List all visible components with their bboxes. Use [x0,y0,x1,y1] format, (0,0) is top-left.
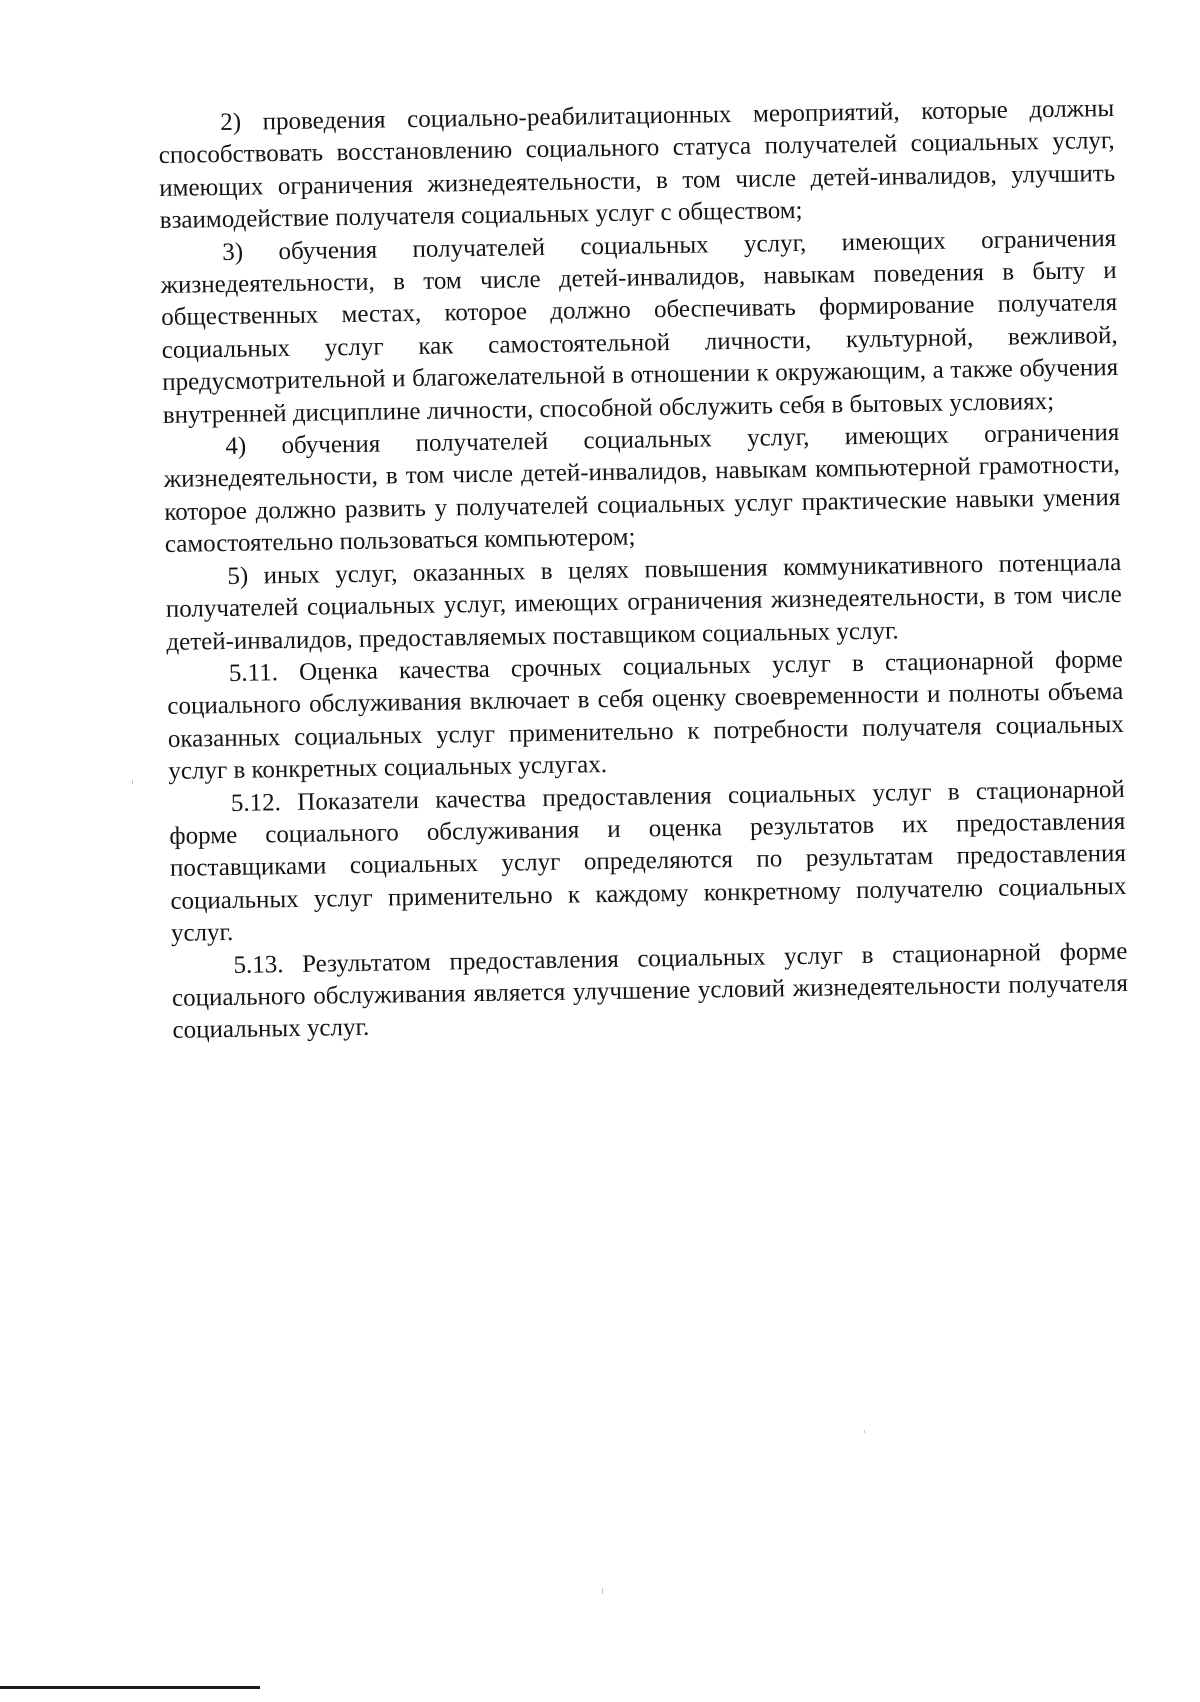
scan-artifact-speck [864,1430,865,1433]
scan-edge-line [0,1686,260,1689]
scan-artifact-speck [602,1588,603,1594]
paragraph-item-4: 4) обучения получателей социальных услуг, имеющих ограничения жизнедеятельности, в том числе детей-инвалидов, навыкам компьютерной грамотности, которое должно развить у получателей социальных услуг практические навыки умения самостоятельно пользоваться компьютером; [163,419,1121,559]
paragraph-item-5: 5) иных услуг, оказанных в целях повышения коммуникативного потенциала получателей социальных услуг, имеющих ограничения жизнедеятельности, в том числе детей-инвалидов, предоставляемых поставщиком социальных услуг. [165,548,1122,656]
paragraph-5-12: 5.12. Показатели качества предоставления социальных услуг в стационарной форме социального обслуживания и оценка результатов их предоставления поставщиками социальных услуг определяются по результатам предоставления социальных услуг применительно к каждому конкретному получателю социальных услуг. [169,775,1127,948]
scan-artifact-speck [132,780,133,784]
paragraph-item-2: 2) проведения социально-реабилитационных мероприятий, которые должны способствовать восстановлению социального статуса получателей социальных услуг, имеющих ограничения жизнедеятельности, в том числе детей-инвалидов, улучшить взаимодействие получателя социальных услуг с обществом; [158,94,1116,235]
paragraph-item-3: 3) обучения получателей социальных услуг, имеющих ограничения жизнедеятельности, в том числе детей-инвалидов, навыкам поведения в быту и общественных местах, которое должно обеспечивать формирование получателя социальных услуг как самостоятельной личности, культурной, вежливой, предусмотрительной и благожелательной в отношении к окружающим, а также обучения внутренней дисциплине личности, способной обслужить себя в бытовых условиях; [160,224,1119,429]
paragraph-5-11: 5.11. Оценка качества срочных социальных услуг в стационарной форме социального обслуживания включает в себя оценку своевременности и полноты объема оказанных социальных услуг применительно к потребности получателя социальных услуг в конкретных социальных услугах. [167,645,1125,786]
document-body [158,93,1129,1048]
paragraph-5-13: 5.13. Результатом предоставления социальных услуг в стационарной форме социального обслуживания является улучшение условий жизнедеятельности получателя социальных услуг. [171,937,1129,1045]
